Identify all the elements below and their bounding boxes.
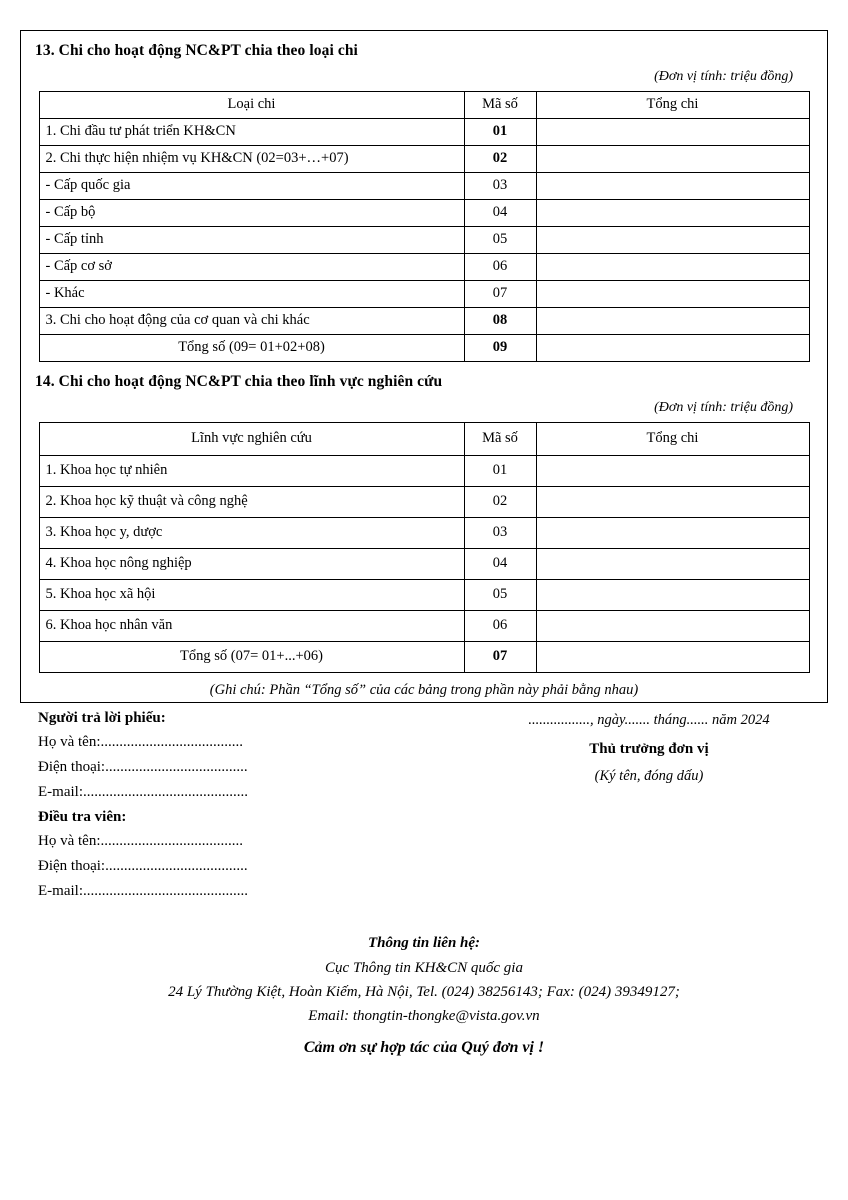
row-code: 01 [464,455,536,486]
total-row-input-cell[interactable] [536,334,809,361]
investigator-phone-field[interactable]: Điện thoại:...................................... [38,858,248,874]
column-header-label: Lĩnh vực nghiên cứu [39,422,464,455]
row-total-input-cell[interactable] [536,610,809,641]
investigator-heading: Điều tra viên: [38,809,127,825]
respondent-phone-field[interactable]: Điện thoại:...................................... [38,759,248,775]
row-code: 06 [464,610,536,641]
row-code: 04 [464,548,536,579]
row-total-input-cell[interactable] [536,579,809,610]
section-14-title: 14. Chi cho hoạt động NC&PT chia theo lĩnh vực nghiên cứu [35,372,443,390]
row-label: 6. Khoa học nhân văn [39,610,464,641]
row-label: 2. Chi thực hiện nhiệm vụ KH&CN (02=03+…+07) [39,145,464,172]
row-total-input-cell[interactable] [536,226,809,253]
row-label: 4. Khoa học nông nghiệp [39,548,464,579]
form-bordered-region [20,30,828,703]
row-total-input-cell[interactable] [536,280,809,307]
row-code: 04 [464,199,536,226]
table-row [39,486,809,517]
contact-footer [0,935,848,1057]
row-code: 05 [464,226,536,253]
row-code: 02 [464,486,536,517]
row-code: 07 [464,280,536,307]
row-label: - Cấp quốc gia [39,172,464,199]
table-row [39,118,809,145]
thank-you-message: Cảm ơn sự hợp tác của Quý đơn vị ! [303,1039,545,1056]
total-row-label: Tổng số (07= 01+...+06) [39,641,464,672]
table-header-row [39,422,809,455]
tables-equality-note: (Ghi chú: Phần “Tổng số” của các bảng trong phần này phải bằng nhau) [209,681,639,698]
unit-head-signature-note: (Ký tên, đóng dấu) [594,768,704,784]
total-row-label: Tổng số (09= 01+02+08) [39,334,464,361]
row-code: 08 [464,307,536,334]
row-label: - Cấp bộ [39,199,464,226]
contact-email: Email: thongtin-thongke@vista.gov.vn [308,1008,540,1024]
table-row [39,172,809,199]
table-row [39,253,809,280]
row-total-input-cell[interactable] [536,486,809,517]
contact-title: Thông tin liên hệ: [367,935,481,951]
column-header-total: Tổng chi [536,91,809,118]
investigator-name-field[interactable]: Họ và tên:...................................... [38,833,243,849]
row-label: - Cấp cơ sở [39,253,464,280]
expenditure-by-type-table [39,91,810,362]
unit-head-title: Thủ trưởng đơn vị [589,741,709,757]
table-row [39,579,809,610]
row-label: - Khác [39,280,464,307]
row-total-input-cell[interactable] [536,172,809,199]
form-content [21,31,827,699]
table-header-row [39,91,809,118]
total-row-code: 07 [464,641,536,672]
column-header-code: Mã số [464,422,536,455]
row-label: 5. Khoa học xã hội [39,579,464,610]
table-row [39,307,809,334]
row-total-input-cell[interactable] [536,199,809,226]
row-total-input-cell[interactable] [536,118,809,145]
signature-left-column [0,710,450,908]
table-row [39,517,809,548]
row-total-input-cell[interactable] [536,517,809,548]
table-total-row [39,641,809,672]
total-row-code: 09 [464,334,536,361]
table-row [39,610,809,641]
total-row-input-cell[interactable] [536,641,809,672]
row-total-input-cell[interactable] [536,253,809,280]
row-code: 02 [464,145,536,172]
row-code: 06 [464,253,536,280]
row-code: 05 [464,579,536,610]
column-header-label: Loại chi [39,91,464,118]
table-row [39,455,809,486]
column-header-code: Mã số [464,91,536,118]
row-total-input-cell[interactable] [536,548,809,579]
table-row [39,548,809,579]
row-label: 1. Chi đầu tư phát triển KH&CN [39,118,464,145]
expenditure-by-field-table [39,422,810,673]
row-label: 2. Khoa học kỹ thuật và công nghệ [39,486,464,517]
section-13-title: 13. Chi cho hoạt động NC&PT chia theo loại chi [35,42,358,59]
row-label: 3. Chi cho hoạt động của cơ quan và chi khác [39,307,464,334]
respondent-email-field[interactable]: E-mail:............................................ [38,784,248,800]
table-row [39,199,809,226]
signature-area [0,710,848,908]
row-total-input-cell[interactable] [536,455,809,486]
row-total-input-cell[interactable] [536,307,809,334]
row-label: 1. Khoa học tự nhiên [39,455,464,486]
table-total-row [39,334,809,361]
investigator-email-field[interactable]: E-mail:............................................ [38,883,248,899]
column-header-total: Tổng chi [536,422,809,455]
contact-address: 24 Lý Thường Kiệt, Hoàn Kiếm, Hà Nội, Tel. (024) 38256143; Fax: (024) 39349127; [168,984,680,1000]
row-code: 03 [464,172,536,199]
row-total-input-cell[interactable] [536,145,809,172]
section-14-unit-note: (Đơn vị tính: triệu đồng) [654,399,793,415]
row-label: - Cấp tỉnh [39,226,464,253]
contact-organization: Cục Thông tin KH&CN quốc gia [325,960,523,976]
signature-right-column [450,710,848,785]
respondent-name-field[interactable]: Họ và tên:...................................... [38,734,243,750]
row-label: 3. Khoa học y, dược [39,517,464,548]
respondent-heading: Người trả lời phiếu: [38,710,166,726]
section-13-unit-note: (Đơn vị tính: triệu đồng) [654,68,793,84]
row-code: 01 [464,118,536,145]
date-field[interactable]: ................., ngày....... tháng...... năm 2024 [528,712,770,728]
row-code: 03 [464,517,536,548]
table-row [39,145,809,172]
table-row [39,226,809,253]
table-row [39,280,809,307]
